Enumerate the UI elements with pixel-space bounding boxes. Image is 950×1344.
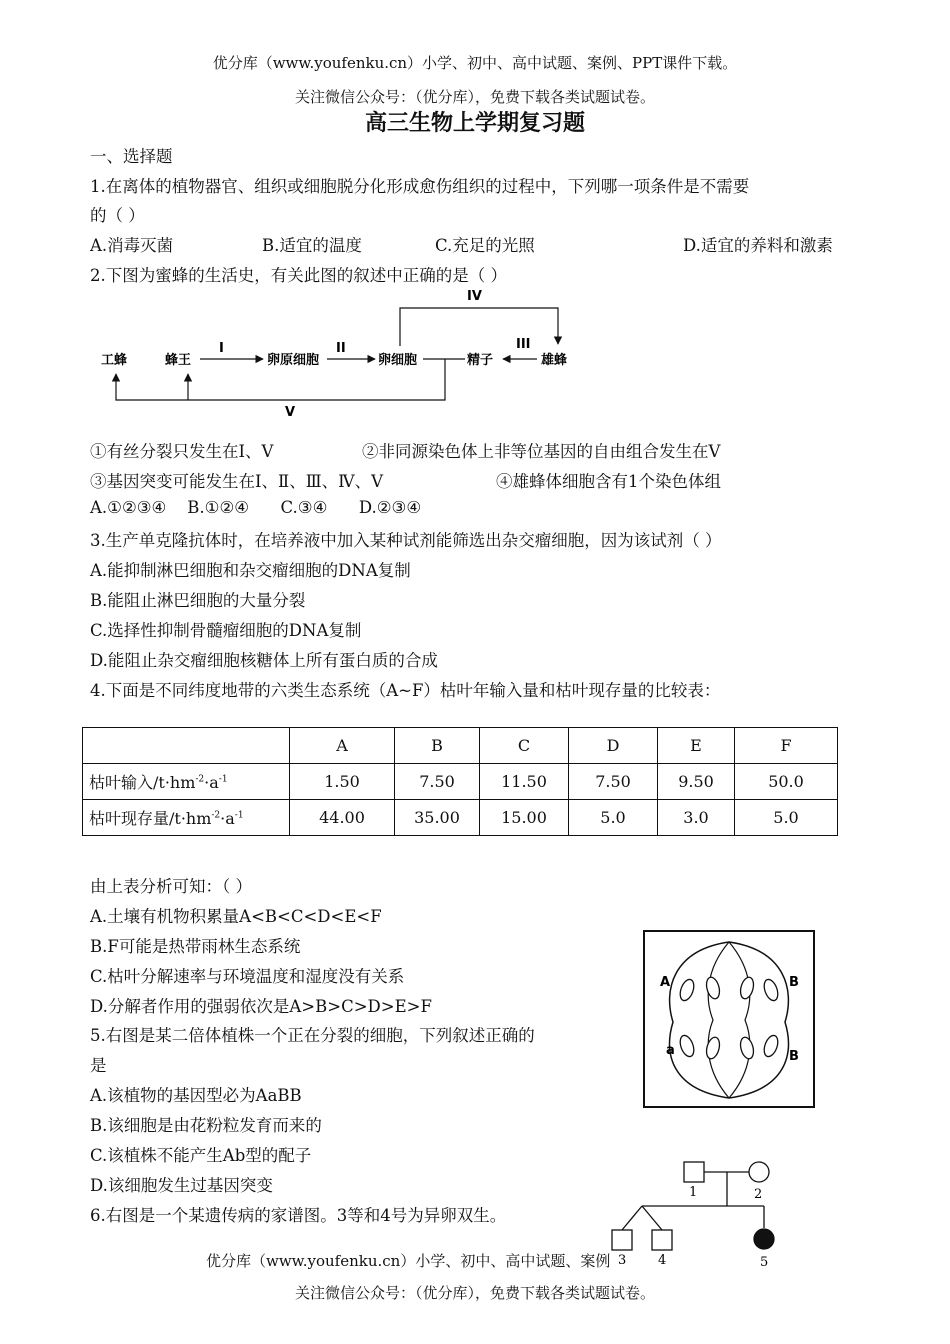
q4-stem: 4.下面是不同纬度地带的六类生态系统（A~F）枯叶年输入量和枯叶现存量的比较表： bbox=[90, 681, 721, 700]
label-egg: 卵细胞 bbox=[378, 353, 418, 368]
label-sperm: 精子 bbox=[467, 353, 494, 368]
label-queen: 蜂王 bbox=[165, 353, 192, 368]
q1-option-a: A.消毒灭菌 bbox=[90, 236, 174, 255]
q5-stem-line1: 5.右图是某二倍体植株一个正在分裂的细胞，下列叙述正确的 bbox=[90, 1026, 535, 1045]
label-stage-iii: III bbox=[516, 337, 531, 352]
twin-line bbox=[622, 1206, 642, 1230]
leaf-litter-table bbox=[82, 727, 838, 836]
page-footer-line2: 关注微信公众号：（优分库），免费下载各类试题试卷。 bbox=[294, 1284, 655, 1302]
label-worker: 工蜂 bbox=[101, 353, 128, 368]
table-cell: 44.00 bbox=[290, 800, 395, 836]
label-stage-iv: IV bbox=[467, 289, 482, 304]
label-stage-v: V bbox=[285, 405, 296, 420]
table-row-header: 枯叶输入$/t\cdot hm^{-2}\cdot a^{-1}$ bbox=[83, 764, 290, 800]
q3-stem: 3.生产单克隆抗体时，在培养液中加入某种试剂能筛选出杂交瘤细胞，因为该试剂（ ） bbox=[90, 531, 722, 550]
q2-statement-4: ④雄蜂体细胞含有1个染色体组 bbox=[496, 472, 721, 491]
pedigree-chart bbox=[600, 1156, 800, 1270]
page-title: 高三生物上学期复习题 bbox=[364, 111, 585, 136]
q5-option-b: B.该细胞是由花粉粒发育而来的 bbox=[90, 1116, 322, 1135]
pedigree-label-4: 4 bbox=[658, 1253, 667, 1268]
q5-option-c: C.该植株不能产生Ab型的配子 bbox=[90, 1146, 312, 1165]
page-footer-line1: 优分库（www.youfenku.cn）小学、初中、高中试题、案例 bbox=[206, 1252, 611, 1270]
table-cell: 50.0 bbox=[735, 764, 838, 800]
q2-statement-3: ③基因突变可能发生在Ⅰ、Ⅱ、Ⅲ、Ⅳ、Ⅴ bbox=[90, 472, 384, 491]
bee-life-cycle-diagram bbox=[95, 286, 585, 421]
pedigree-female-2 bbox=[749, 1162, 769, 1182]
q2-options: A.①②③④ B.①②④ C.③④ D.②③④ bbox=[90, 498, 422, 517]
q1-stem-line1: 1.在离体的植物器官、组织或细胞脱分化形成愈伤组织的过程中，下列哪一项条件是不需要 bbox=[90, 177, 750, 196]
label-drone: 雄蜂 bbox=[541, 353, 568, 368]
table-row bbox=[83, 800, 838, 836]
q4-option-a: A.土壤有机物积累量A<B<C<D<E<F bbox=[90, 907, 382, 926]
table-cell: 35.00 bbox=[395, 800, 480, 836]
table-cell: 1.50 bbox=[290, 764, 395, 800]
q1-option-b: B.适宜的温度 bbox=[262, 236, 362, 255]
q2-statement-2: ②非同源染色体上非等位基因的自由组合发生在Ⅴ bbox=[362, 442, 721, 461]
q4-option-b: B.F可能是热带雨林生态系统 bbox=[90, 937, 301, 956]
gene-label-a-upper: A bbox=[660, 975, 671, 990]
pedigree-label-2: 2 bbox=[754, 1187, 763, 1202]
q4-option-c: C.枯叶分解速率与环境温度和湿度没有关系 bbox=[90, 967, 405, 986]
table-col-header: A bbox=[290, 728, 395, 764]
q6-stem: 6.右图是一个某遗传病的家谱图。3等和4号为异卵双生。 bbox=[90, 1206, 507, 1225]
arrow-iv bbox=[400, 308, 558, 346]
dividing-cell-figure bbox=[643, 930, 815, 1108]
q3-option-a: A.能抑制淋巴细胞和杂交瘤细胞的DNA复制 bbox=[90, 561, 411, 580]
table-cell: 7.50 bbox=[569, 764, 658, 800]
q3-option-c: C.选择性抑制骨髓瘤细胞的DNA复制 bbox=[90, 621, 362, 640]
table-col-header: B bbox=[395, 728, 480, 764]
q1-option-d: D.适宜的养料和激素 bbox=[683, 236, 833, 255]
gene-label-a-lower: a bbox=[666, 1043, 675, 1058]
table-cell: 7.50 bbox=[395, 764, 480, 800]
q3-option-b: B.能阻止淋巴细胞的大量分裂 bbox=[90, 591, 306, 610]
table-row bbox=[83, 764, 838, 800]
label-oogonium: 卵原细胞 bbox=[267, 353, 320, 368]
table-corner-cell bbox=[83, 728, 290, 764]
table-col-header: E bbox=[658, 728, 735, 764]
q5-option-a: A.该植物的基因型必为AaBB bbox=[90, 1086, 302, 1105]
q4-analysis-prompt: 由上表分析可知：（ ） bbox=[90, 877, 252, 896]
twin-line bbox=[642, 1206, 662, 1230]
page-header-line1: 优分库（www.youfenku.cn）小学、初中、高中试题、案例、PPT课件下载。 bbox=[212, 54, 738, 72]
table-col-header: F bbox=[735, 728, 838, 764]
q3-option-d: D.能阻止杂交瘤细胞核糖体上所有蛋白质的合成 bbox=[90, 651, 438, 670]
table-cell: 11.50 bbox=[480, 764, 569, 800]
q1-option-c: C.充足的光照 bbox=[435, 236, 535, 255]
pedigree-label-5: 5 bbox=[760, 1255, 769, 1270]
pedigree-male-1 bbox=[684, 1162, 704, 1182]
table-cell: 5.0 bbox=[735, 800, 838, 836]
q5-option-d: D.该细胞发生过基因突变 bbox=[90, 1176, 273, 1195]
table-cell: 15.00 bbox=[480, 800, 569, 836]
gene-label-b-bottom: B bbox=[789, 1049, 799, 1064]
label-stage-i: I bbox=[219, 341, 224, 356]
q4-option-d: D.分解者作用的强弱依次是A>B>C>D>E>F bbox=[90, 997, 432, 1016]
pedigree-label-3: 3 bbox=[618, 1253, 627, 1268]
pedigree-label-1: 1 bbox=[689, 1185, 698, 1200]
pedigree-male-3 bbox=[612, 1230, 632, 1250]
table-cell: 3.0 bbox=[658, 800, 735, 836]
table-cell: 5.0 bbox=[569, 800, 658, 836]
table-col-header: C bbox=[480, 728, 569, 764]
q1-stem-line2: 的（ ） bbox=[90, 206, 145, 225]
table-col-header: D bbox=[569, 728, 658, 764]
table-cell: 9.50 bbox=[658, 764, 735, 800]
q2-stem: 2.下图为蜜蜂的生活史，有关此图的叙述中正确的是（ ） bbox=[90, 266, 507, 285]
cell-figure-frame bbox=[644, 931, 814, 1107]
q2-statement-1: ①有丝分裂只发生在Ⅰ、Ⅴ bbox=[90, 442, 274, 461]
pedigree-affected-female-5 bbox=[754, 1229, 774, 1249]
table-row-header: 枯叶现存量$/t\cdot hm^{-2}\cdot a^{-1}$ bbox=[83, 800, 290, 836]
table-header-row bbox=[83, 728, 838, 764]
gene-label-b-top: B bbox=[789, 975, 799, 990]
label-stage-ii: II bbox=[336, 341, 346, 356]
page-header-line2: 关注微信公众号：（优分库），免费下载各类试题试卷。 bbox=[294, 88, 655, 106]
q5-stem-line2: 是 bbox=[90, 1056, 107, 1075]
section-heading: 一、选择题 bbox=[90, 147, 173, 166]
pedigree-male-4 bbox=[652, 1230, 672, 1250]
